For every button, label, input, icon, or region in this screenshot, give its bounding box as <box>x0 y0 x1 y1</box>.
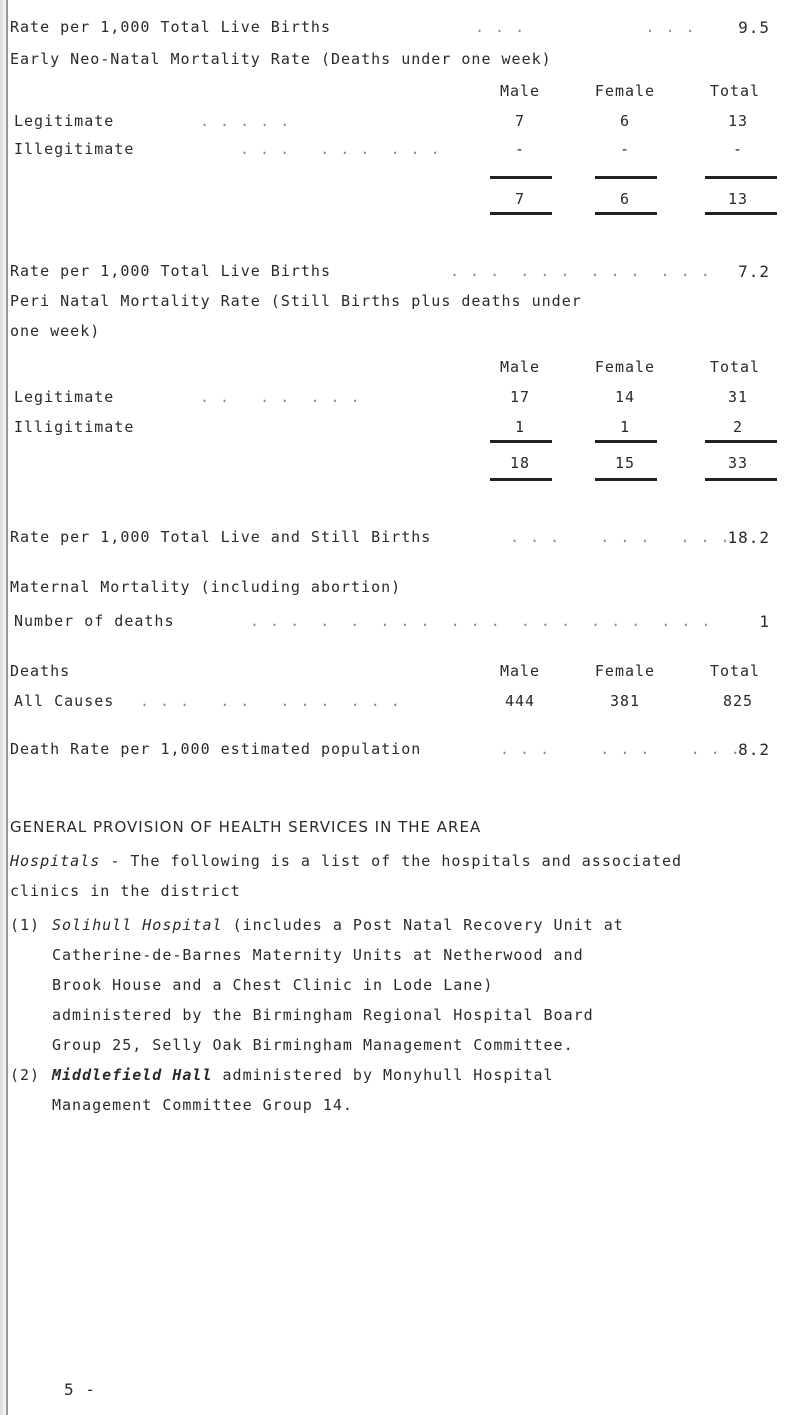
leader-dots: . . . . . <box>200 112 291 130</box>
early-col-total: Total <box>709 82 761 100</box>
peri-total-total: 33 <box>727 454 749 472</box>
leader-dots: . . . . . . . . . . . <box>140 692 401 710</box>
dash-separator: - <box>110 852 131 870</box>
peri-row-illigitimate-total: 2 <box>732 418 744 436</box>
peri-row-legitimate-female: 14 <box>614 388 636 406</box>
leader-dots: . . . . . . . . . <box>510 528 731 546</box>
item1-line4: administered by the Birmingham Regional Hospital Board <box>52 1006 594 1024</box>
early-row-illegitimate-female: - <box>619 140 631 158</box>
page-number: 5 - <box>64 1380 96 1399</box>
early-sum-rule-male <box>490 176 552 179</box>
maternal-deaths-value: 1 <box>759 612 770 631</box>
peri-row-legitimate-label: Legitimate <box>14 388 115 406</box>
deaths-col-female: Female <box>594 662 656 680</box>
item1-line5: Group 25, Selly Oak Birmingham Management Committee. <box>52 1036 574 1054</box>
peri-sum-rule-male <box>490 440 552 443</box>
peri-rate-label: Rate per 1,000 Total Live Births <box>10 262 331 280</box>
early-sum-rule-total <box>705 176 777 179</box>
peri-sum-rule-female <box>595 440 657 443</box>
leader-dots: . . . . . . . <box>200 388 361 406</box>
hospitals-label: Hospitals <box>10 852 101 870</box>
maternal-title: Maternal Mortality (including abortion) <box>10 578 402 596</box>
peri-col-male: Male <box>499 358 541 376</box>
provision-heading: GENERAL PROVISION OF HEALTH SERVICES IN THE AREA <box>10 818 482 836</box>
early-row-illegitimate-label: Illegitimate <box>14 140 135 158</box>
item1-line2: Catherine-de-Barnes Maternity Units at Netherwood and <box>52 946 584 964</box>
early-row-legitimate-male: 7 <box>514 112 526 130</box>
early-rate-label: Rate per 1,000 Total Live Births <box>10 18 331 36</box>
leader-dots: . . . . . . <box>475 18 696 36</box>
early-total-total: 13 <box>727 190 749 208</box>
still-rate-value: 18.2 <box>727 528 770 547</box>
peri-row-illigitimate-female: 1 <box>619 418 631 436</box>
peri-sum-rule-total <box>705 440 777 443</box>
deaths-col-male: Male <box>499 662 541 680</box>
deaths-male: 444 <box>504 692 536 710</box>
still-rate-label: Rate per 1,000 Total Live and Still Births <box>10 528 432 546</box>
peri-col-female: Female <box>594 358 656 376</box>
leader-dots: . . . . . . . . . <box>240 140 441 158</box>
item1-line1-rest: (includes a Post Natal Recovery Unit at <box>232 916 624 934</box>
early-total-male: 7 <box>514 190 526 208</box>
hospitals-intro-line1: The following is a list of the hospitals and associated <box>130 852 683 870</box>
death-rate-value: 8.2 <box>738 740 770 759</box>
early-row-legitimate-female: 6 <box>619 112 631 130</box>
peri-rate-value: 7.2 <box>738 262 770 281</box>
peri-title-line1: Peri Natal Mortality Rate (Still Births plus deaths under <box>10 292 582 310</box>
early-sum-rule-female <box>595 176 657 179</box>
leader-dots: . . . . . . . . . . . . <box>450 262 711 280</box>
peri-double-rule-male <box>490 478 552 481</box>
item2-line2: Management Committee Group 14. <box>52 1096 353 1114</box>
deaths-title: Deaths <box>10 662 71 680</box>
item2-line1-rest: administered by Monyhull Hospital <box>222 1066 554 1084</box>
page-binding-edge <box>6 0 8 1415</box>
early-row-illegitimate-total: - <box>732 140 744 158</box>
leader-dots: . . . . . . . . . . . . . . . . . . . . <box>250 612 712 630</box>
peri-row-illigitimate-male: 1 <box>514 418 526 436</box>
peri-row-illigitimate-label: Illigitimate <box>14 418 135 436</box>
deaths-col-total: Total <box>709 662 761 680</box>
peri-title-line2: one week) <box>10 322 101 340</box>
early-double-rule-total <box>705 212 777 215</box>
deaths-row-label: All Causes <box>14 692 115 710</box>
peri-total-male: 18 <box>509 454 531 472</box>
early-row-legitimate-label: Legitimate <box>14 112 115 130</box>
death-rate-label: Death Rate per 1,000 estimated population <box>10 740 422 758</box>
hospitals-intro-line2: clinics in the district <box>10 882 241 900</box>
peri-double-rule-total <box>705 478 777 481</box>
deaths-female: 381 <box>609 692 641 710</box>
peri-col-total: Total <box>709 358 761 376</box>
item2-name: Middlefield Hall <box>52 1066 213 1084</box>
peri-row-legitimate-male: 17 <box>509 388 531 406</box>
early-col-male: Male <box>499 82 541 100</box>
early-col-female: Female <box>594 82 656 100</box>
item1-marker: (1) <box>10 916 41 934</box>
item1-line3: Brook House and a Chest Clinic in Lode Lane) <box>52 976 494 994</box>
item1-name: Solihull Hospital <box>52 916 223 934</box>
early-row-illegitimate-male: - <box>514 140 526 158</box>
maternal-deaths-label: Number of deaths <box>14 612 175 630</box>
early-double-rule-male <box>490 212 552 215</box>
leader-dots: . . . . . . . . . <box>500 740 741 758</box>
early-rate-value: 9.5 <box>738 18 770 37</box>
early-total-female: 6 <box>619 190 631 208</box>
item2-marker: (2) <box>10 1066 41 1084</box>
peri-double-rule-female <box>595 478 657 481</box>
early-title: Early Neo-Natal Mortality Rate (Deaths under one week) <box>10 50 552 68</box>
peri-row-legitimate-total: 31 <box>727 388 749 406</box>
peri-total-female: 15 <box>614 454 636 472</box>
deaths-total: 825 <box>722 692 754 710</box>
early-double-rule-female <box>595 212 657 215</box>
early-row-legitimate-total: 13 <box>727 112 749 130</box>
